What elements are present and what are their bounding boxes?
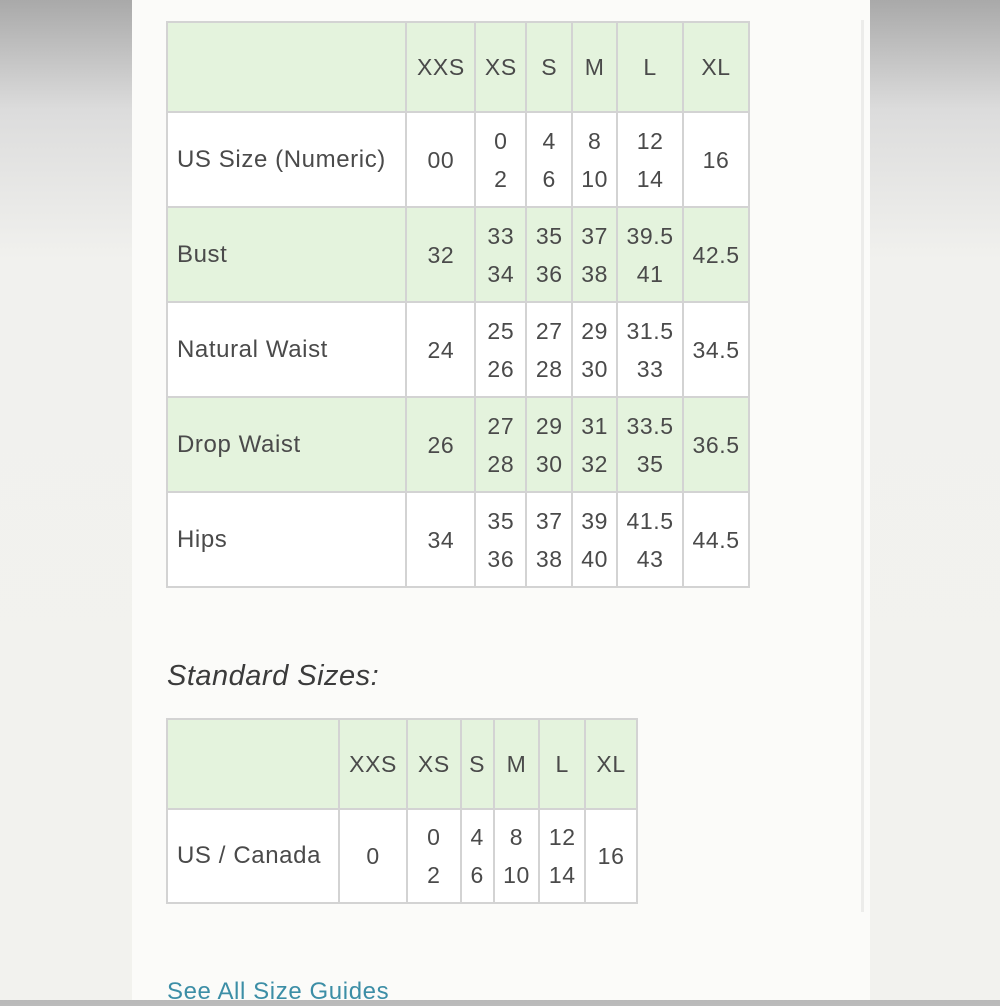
table-cell bbox=[461, 809, 494, 903]
cell-value: 29 bbox=[535, 412, 563, 439]
cell-value: 27 bbox=[535, 317, 563, 344]
table-cell bbox=[475, 397, 526, 492]
table-cell bbox=[475, 302, 526, 397]
table-cell bbox=[406, 302, 475, 397]
right-background-margin bbox=[870, 0, 1000, 1000]
cell-value: 6 bbox=[542, 165, 556, 192]
cell-value: 12 bbox=[636, 127, 664, 154]
cell-value: 4 bbox=[470, 824, 484, 850]
table-cell bbox=[494, 809, 540, 903]
cell-value: 33 bbox=[487, 222, 515, 249]
cell-value: 0 bbox=[366, 843, 380, 869]
row-label: Drop Waist bbox=[167, 397, 406, 492]
table-row bbox=[167, 397, 749, 492]
table-cell bbox=[617, 112, 683, 207]
cell-value: 30 bbox=[581, 355, 609, 382]
cell-value: 12 bbox=[548, 824, 576, 850]
size-column-header: L bbox=[617, 22, 683, 112]
cell-value: 33 bbox=[636, 355, 664, 382]
table-header-row bbox=[167, 719, 637, 809]
cell-value: 6 bbox=[470, 862, 484, 888]
cell-value: 31.5 bbox=[626, 317, 674, 344]
cell-value: 34 bbox=[487, 260, 515, 287]
cell-value: 10 bbox=[581, 165, 609, 192]
cell-value: 38 bbox=[581, 260, 609, 287]
table-cell bbox=[526, 112, 572, 207]
table-cell bbox=[339, 809, 407, 903]
cell-value: 00 bbox=[427, 146, 455, 173]
row-label: US Size (Numeric) bbox=[167, 112, 406, 207]
cell-value: 43 bbox=[636, 545, 664, 572]
cell-value: 42.5 bbox=[692, 241, 740, 268]
table-cell bbox=[406, 112, 475, 207]
table-cell bbox=[475, 112, 526, 207]
table-cell bbox=[572, 397, 617, 492]
row-label: US / Canada bbox=[167, 809, 339, 903]
cell-value: 8 bbox=[509, 824, 524, 850]
cell-value: 16 bbox=[702, 146, 730, 173]
detailed-size-chart bbox=[166, 21, 750, 588]
size-column-header: XS bbox=[407, 719, 461, 809]
table-cell bbox=[475, 207, 526, 302]
table-cell bbox=[539, 809, 585, 903]
table-cell bbox=[475, 492, 526, 587]
standard-size-chart-body bbox=[167, 719, 637, 903]
cell-value: 36 bbox=[487, 545, 515, 572]
cell-value: 41.5 bbox=[626, 507, 674, 534]
standard-size-chart bbox=[166, 718, 638, 904]
cell-value: 26 bbox=[487, 355, 515, 382]
table-cell bbox=[617, 302, 683, 397]
table-cell bbox=[526, 302, 572, 397]
table-header-row bbox=[167, 22, 749, 112]
table-cell bbox=[406, 207, 475, 302]
cell-value: 35 bbox=[535, 222, 563, 249]
cell-value: 44.5 bbox=[692, 526, 740, 553]
table-cell bbox=[407, 809, 461, 903]
table-corner-cell bbox=[167, 719, 339, 809]
table-cell bbox=[572, 207, 617, 302]
standard-sizes-heading: Standard Sizes: bbox=[167, 660, 380, 692]
size-column-header: XL bbox=[683, 22, 749, 112]
cell-value: 14 bbox=[548, 862, 576, 888]
cell-value: 0 bbox=[427, 824, 441, 850]
table-cell bbox=[683, 112, 749, 207]
cell-value: 32 bbox=[427, 241, 455, 268]
cell-value: 41 bbox=[636, 260, 664, 287]
cell-value: 37 bbox=[535, 507, 563, 534]
cell-value: 33.5 bbox=[626, 412, 674, 439]
table-cell bbox=[585, 809, 637, 903]
cell-value: 27 bbox=[487, 412, 515, 439]
table-cell bbox=[526, 397, 572, 492]
cell-value: 35 bbox=[487, 507, 515, 534]
row-label: Hips bbox=[167, 492, 406, 587]
table-cell bbox=[683, 207, 749, 302]
size-column-header: M bbox=[572, 22, 617, 112]
table-row bbox=[167, 302, 749, 397]
cell-value: 28 bbox=[535, 355, 563, 382]
size-column-header: M bbox=[494, 719, 540, 809]
cell-value: 31 bbox=[581, 412, 609, 439]
row-label: Bust bbox=[167, 207, 406, 302]
size-column-header: XL bbox=[585, 719, 637, 809]
cell-value: 38 bbox=[535, 545, 563, 572]
table-row bbox=[167, 809, 637, 903]
cell-value: 25 bbox=[487, 317, 515, 344]
cell-value: 14 bbox=[636, 165, 664, 192]
cell-value: 39 bbox=[581, 507, 609, 534]
table-cell bbox=[683, 302, 749, 397]
table-cell bbox=[683, 397, 749, 492]
cell-value: 28 bbox=[487, 450, 515, 477]
size-column-header: XS bbox=[475, 22, 526, 112]
cell-value: 40 bbox=[581, 545, 609, 572]
cell-value: 29 bbox=[581, 317, 609, 344]
cell-value: 37 bbox=[581, 222, 609, 249]
cell-value: 0 bbox=[494, 127, 508, 154]
cell-value: 10 bbox=[503, 862, 530, 888]
table-row bbox=[167, 207, 749, 302]
size-column-header: S bbox=[461, 719, 494, 809]
table-cell bbox=[406, 492, 475, 587]
cell-value: 32 bbox=[581, 450, 609, 477]
cell-value: 4 bbox=[542, 127, 556, 154]
table-corner-cell bbox=[167, 22, 406, 112]
cell-value: 8 bbox=[587, 127, 602, 154]
table-cell bbox=[526, 492, 572, 587]
size-column-header: XXS bbox=[406, 22, 475, 112]
table-cell bbox=[572, 302, 617, 397]
table-cell bbox=[526, 207, 572, 302]
table-row bbox=[167, 112, 749, 207]
cell-value: 39.5 bbox=[626, 222, 674, 249]
size-column-header: XXS bbox=[339, 719, 407, 809]
row-label: Natural Waist bbox=[167, 302, 406, 397]
table-cell bbox=[572, 492, 617, 587]
see-all-size-guides-link[interactable]: See All Size Guides bbox=[167, 978, 390, 1005]
cell-value: 34.5 bbox=[692, 336, 740, 363]
cell-value: 35 bbox=[636, 450, 664, 477]
cell-value: 30 bbox=[535, 450, 563, 477]
cell-value: 34 bbox=[427, 526, 455, 553]
size-column-header: L bbox=[539, 719, 585, 809]
cell-value: 36 bbox=[535, 260, 563, 287]
cell-value: 2 bbox=[494, 165, 508, 192]
cell-value: 16 bbox=[597, 843, 625, 869]
table-cell bbox=[406, 397, 475, 492]
table-cell bbox=[617, 207, 683, 302]
table-cell bbox=[617, 492, 683, 587]
table-row bbox=[167, 492, 749, 587]
panel-edge bbox=[861, 20, 864, 912]
table-cell bbox=[572, 112, 617, 207]
cell-value: 24 bbox=[427, 336, 455, 363]
table-cell bbox=[617, 397, 683, 492]
cell-value: 36.5 bbox=[692, 431, 740, 458]
left-background-margin bbox=[0, 0, 132, 1000]
size-column-header: S bbox=[526, 22, 572, 112]
cell-value: 26 bbox=[427, 431, 455, 458]
table-cell bbox=[683, 492, 749, 587]
detailed-size-chart-body bbox=[167, 22, 749, 587]
cell-value: 2 bbox=[427, 862, 441, 888]
